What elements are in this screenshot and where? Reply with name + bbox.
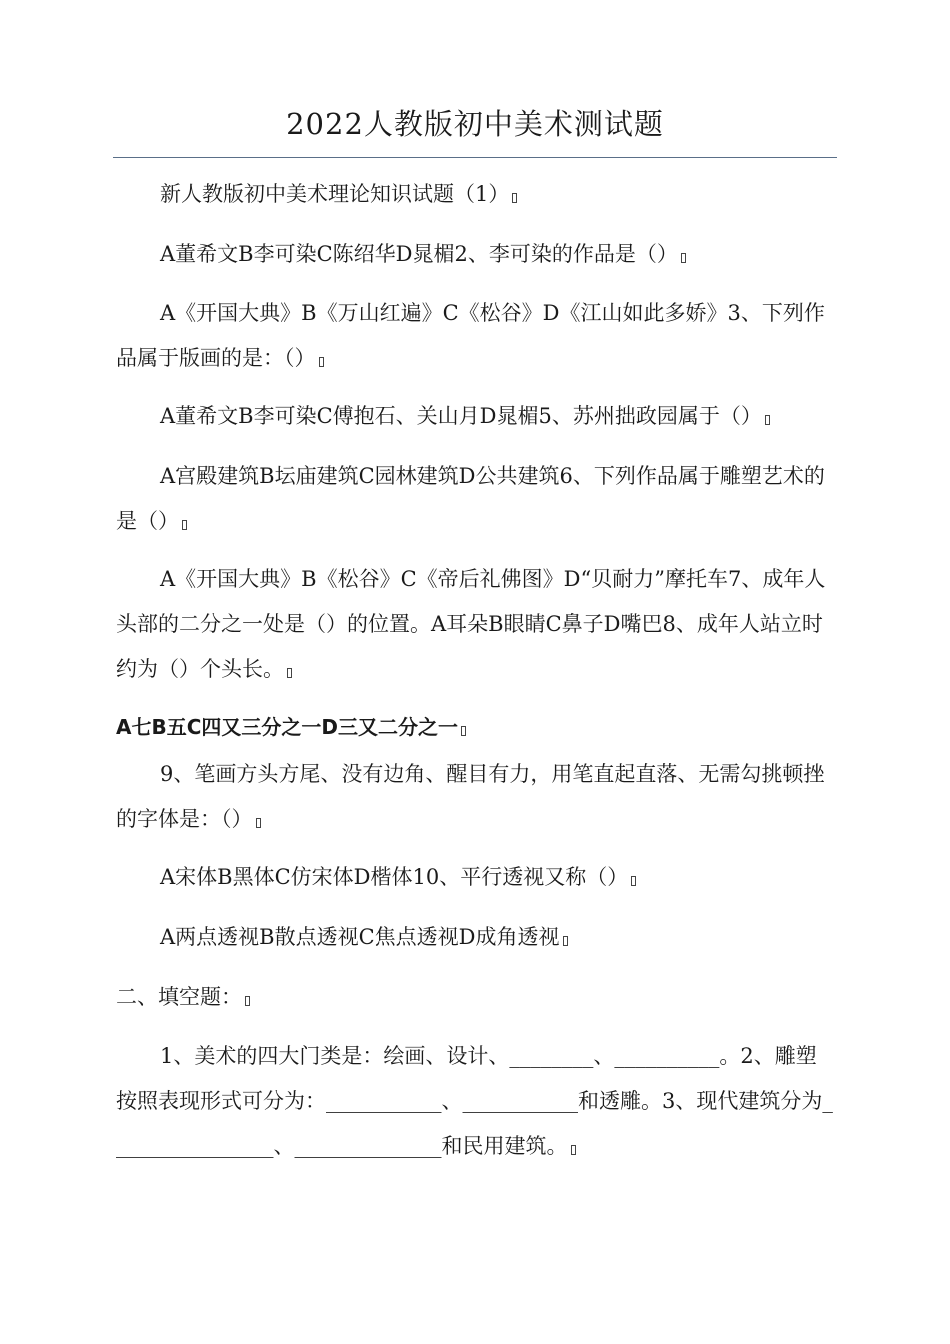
paragraph-10 <box>116 915 836 960</box>
paragraph-8 <box>116 752 836 842</box>
paragraph-4 <box>116 394 836 439</box>
paragraph-2 <box>116 232 836 277</box>
paragraph-text: A两点透视B散点透视C焦点透视D成角透视 <box>160 925 560 949</box>
paragraph-mark-icon <box>245 996 250 1006</box>
paragraph-mark-icon <box>681 253 686 263</box>
section-heading-fill-blank <box>116 975 836 1020</box>
paragraph-text: 二、填空题： <box>116 985 242 1009</box>
document-title: 2022人教版初中美术测试题 <box>286 107 664 141</box>
paragraph-text: A《开国大典》B《万山红遍》C《松谷》D《江山如此多娇》3、下列作品属于版画的是：（） <box>116 301 825 370</box>
paragraph-9 <box>116 855 836 900</box>
paragraph-text: A董希文B李可染C傅抱石、关山月D晁楣5、苏州拙政园属于（） <box>160 404 762 428</box>
paragraph-12 <box>116 1034 836 1169</box>
paragraph-mark-icon <box>256 818 261 828</box>
paragraph-mark-icon <box>631 876 636 886</box>
title-divider <box>113 157 837 158</box>
paragraph-text: A董希文B李可染C陈绍华D晁楣2、李可染的作品是（） <box>160 242 678 266</box>
paragraph-text: A宫殿建筑B坛庙建筑C园林建筑D公共建筑6、下列作品属于雕塑艺术的是（） <box>116 464 825 533</box>
paragraph-3 <box>116 291 836 381</box>
paragraph-mark-icon <box>319 357 324 367</box>
paragraph-text: A宋体B黑体C仿宋体D楷体10、平行透视又称（） <box>160 865 629 889</box>
paragraph-mark-icon <box>182 520 187 530</box>
paragraph-1 <box>116 172 836 217</box>
paragraph-text: 1、美术的四大门类是：绘画、设计、________、__________。2、雕塑按照表现形式可分为：___________、___________和透雕。3、现代建筑分为________________、______________和民用建筑。 <box>116 1044 833 1158</box>
paragraph-mark-icon <box>765 415 770 425</box>
paragraph-mark-icon <box>287 668 292 678</box>
paragraph-text: A《开国大典》B《松谷》C《帝后礼佛图》D“贝耐力”摩托车7、成年人头部的二分之一处是（）的位置。A耳朵B眼睛C鼻子D嘴巴8、成年人站立时约为（）个头长。 <box>116 567 826 681</box>
paragraph-mark-icon <box>571 1145 576 1155</box>
paragraph-5 <box>116 454 836 544</box>
paragraph-6 <box>116 557 836 692</box>
paragraph-text: 新人教版初中美术理论知识试题（1） <box>160 182 510 206</box>
paragraph-text: A七B五C四又三分之一D三又二分之一 <box>116 715 459 739</box>
paragraph-text: 9、笔画方头方尾、没有边角、醒目有力，用笔直起直落、无需勾挑顿挫的字体是：（） <box>116 762 825 831</box>
paragraph-mark-icon <box>461 726 466 736</box>
paragraph-mark-icon <box>563 936 568 946</box>
paragraph-7-options <box>116 705 836 750</box>
paragraph-mark-icon <box>512 193 517 203</box>
